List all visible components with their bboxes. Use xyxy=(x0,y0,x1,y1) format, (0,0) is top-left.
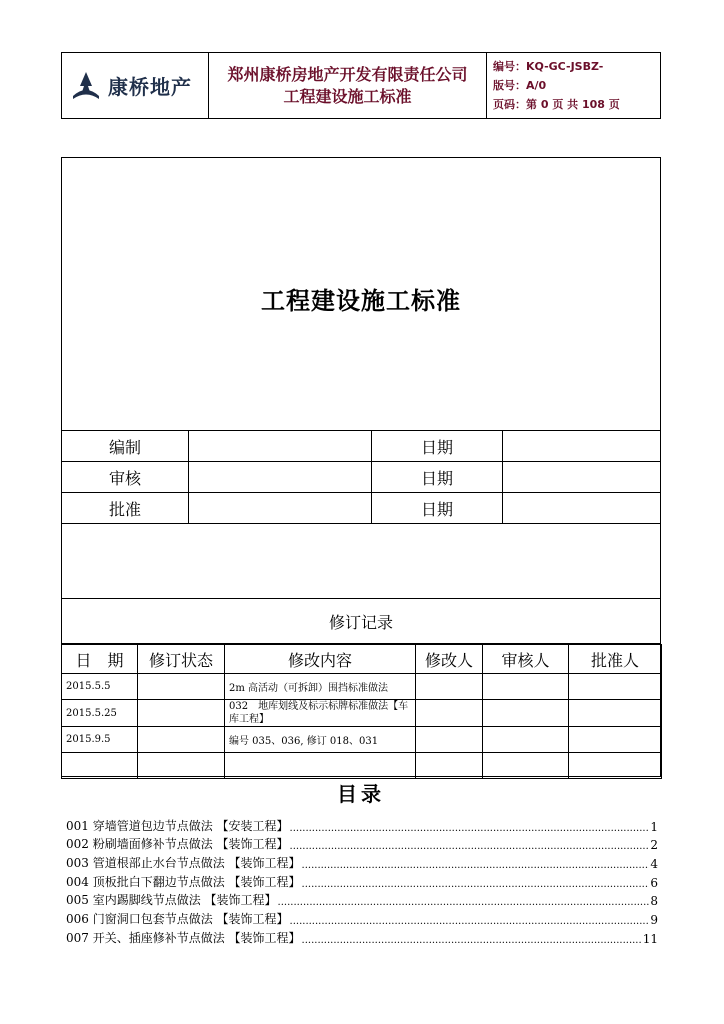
revision-reviewer xyxy=(483,700,569,727)
signoff-date-value xyxy=(503,462,661,493)
signoff-label: 批准 xyxy=(62,493,189,524)
header-meta xyxy=(487,53,660,118)
toc-entry[interactable] xyxy=(66,927,658,946)
revision-modifier xyxy=(416,674,483,700)
revision-header-cell: 修改内容 xyxy=(225,645,416,674)
header-doc-title: 工程建设施工标准 xyxy=(283,86,412,106)
revision-reviewer xyxy=(483,674,569,700)
toc-entry-text: 004 顶板批白下翻边节点做法 【装饰工程】 xyxy=(66,874,301,889)
revision-modifier xyxy=(416,700,483,727)
toc-leader xyxy=(302,932,642,946)
revision-header-cell: 日 期 xyxy=(62,645,138,674)
revision-approver xyxy=(569,674,662,700)
toc-entry[interactable] xyxy=(66,852,658,871)
toc-leader xyxy=(278,894,650,908)
revision-header-cell: 修订状态 xyxy=(138,645,225,674)
revision-modifier xyxy=(416,727,483,753)
signoff-value xyxy=(189,431,372,462)
revision-row xyxy=(62,700,662,727)
toc-entry-page: 6 xyxy=(650,875,658,890)
signoff-date-label: 日期 xyxy=(372,493,503,524)
signoff-date-label: 日期 xyxy=(372,431,503,462)
toc-entry[interactable] xyxy=(66,834,658,853)
header-title-block xyxy=(209,53,487,118)
revision-approver xyxy=(569,727,662,753)
signoff-label: 编制 xyxy=(62,431,189,462)
toc-entry[interactable] xyxy=(66,815,658,834)
revision-date xyxy=(62,753,138,779)
revision-approver xyxy=(569,700,662,727)
revision-date: 2015.9.5 xyxy=(62,727,138,753)
revision-reviewer xyxy=(483,727,569,753)
revision-modifier xyxy=(416,753,483,779)
signoff-row xyxy=(62,431,661,462)
revision-status xyxy=(138,727,225,753)
toc-entry[interactable] xyxy=(66,908,658,927)
blank-section xyxy=(61,523,661,599)
table-of-contents xyxy=(66,815,658,946)
revision-status xyxy=(138,674,225,700)
toc-entry-text: 005 室内踢脚线节点做法 【装饰工程】 xyxy=(66,893,277,908)
toc-entry-page: 8 xyxy=(650,894,658,909)
toc-entry-page: 2 xyxy=(650,838,658,853)
revision-status xyxy=(138,753,225,779)
revision-header-cell: 批准人 xyxy=(569,645,662,674)
toc-entry[interactable] xyxy=(66,890,658,909)
signoff-date-value xyxy=(503,493,661,524)
revision-row xyxy=(62,674,662,700)
signoff-row xyxy=(62,493,661,524)
toc-entry-page: 9 xyxy=(650,913,658,928)
revision-row xyxy=(62,727,662,753)
signoff-table xyxy=(61,430,661,524)
doc-page: 页码：第 0 页 共 108 页 xyxy=(493,98,620,111)
toc-entry-page: 4 xyxy=(650,857,658,872)
toc-entry[interactable] xyxy=(66,871,658,890)
toc-leader xyxy=(302,857,650,871)
toc-entry-page: 1 xyxy=(650,819,658,834)
revision-status xyxy=(138,700,225,727)
toc-entry-text: 007 开关、插座修补节点做法 【装饰工程】 xyxy=(66,930,301,945)
signoff-date-value xyxy=(503,431,661,462)
toc-title: 目录 xyxy=(337,782,385,806)
logo-text: 康桥地产 xyxy=(108,75,192,99)
revision-content xyxy=(225,753,416,779)
toc-leader xyxy=(290,838,650,852)
revision-table xyxy=(61,644,662,779)
toc-entry-text: 006 门窗洞口包套节点做法 【装饰工程】 xyxy=(66,912,289,927)
company-name: 郑州康桥房地产开发有限责任公司 xyxy=(227,64,468,84)
revision-header-row xyxy=(62,645,662,674)
doc-version: 版号：A/0 xyxy=(493,79,547,92)
logo-icon xyxy=(70,70,102,102)
toc-entry-text: 003 管道根部止水台节点做法 【装饰工程】 xyxy=(66,856,301,871)
revision-content: 2m 高活动（可拆卸）围挡标准做法 xyxy=(225,674,416,700)
toc-leader xyxy=(302,876,650,890)
toc-entry-text: 002 粉刷墙面修补节点做法 【装饰工程】 xyxy=(66,837,289,852)
signoff-value xyxy=(189,462,372,493)
signoff-value xyxy=(189,493,372,524)
revision-reviewer xyxy=(483,753,569,779)
signoff-row xyxy=(62,462,661,493)
toc-leader xyxy=(290,913,650,927)
revision-content: 032 地库划线及标示标牌标准做法【车库工程】 xyxy=(225,700,416,727)
toc-entry-page: 11 xyxy=(642,931,658,946)
company-logo xyxy=(62,53,209,118)
main-title: 工程建设施工标准 xyxy=(261,287,461,315)
revision-header-cell: 审核人 xyxy=(483,645,569,674)
signoff-date-label: 日期 xyxy=(372,462,503,493)
doc-code: 编号：KQ-GC-JSBZ- xyxy=(493,60,604,73)
revision-approver xyxy=(569,753,662,779)
revision-header-cell: 修改人 xyxy=(416,645,483,674)
revision-title: 修订记录 xyxy=(61,599,661,644)
revision-row xyxy=(62,753,662,779)
cover-title-area xyxy=(61,157,661,430)
revision-date: 2015.5.25 xyxy=(62,700,138,727)
toc-entry-text: 001 穿墙管道包边节点做法 【安装工程】 xyxy=(66,818,289,833)
toc-leader xyxy=(290,820,650,834)
revision-date: 2015.5.5 xyxy=(62,674,138,700)
revision-content: 编号 035、036, 修订 018、031 xyxy=(225,727,416,753)
document-header xyxy=(61,52,661,119)
signoff-label: 审核 xyxy=(62,462,189,493)
